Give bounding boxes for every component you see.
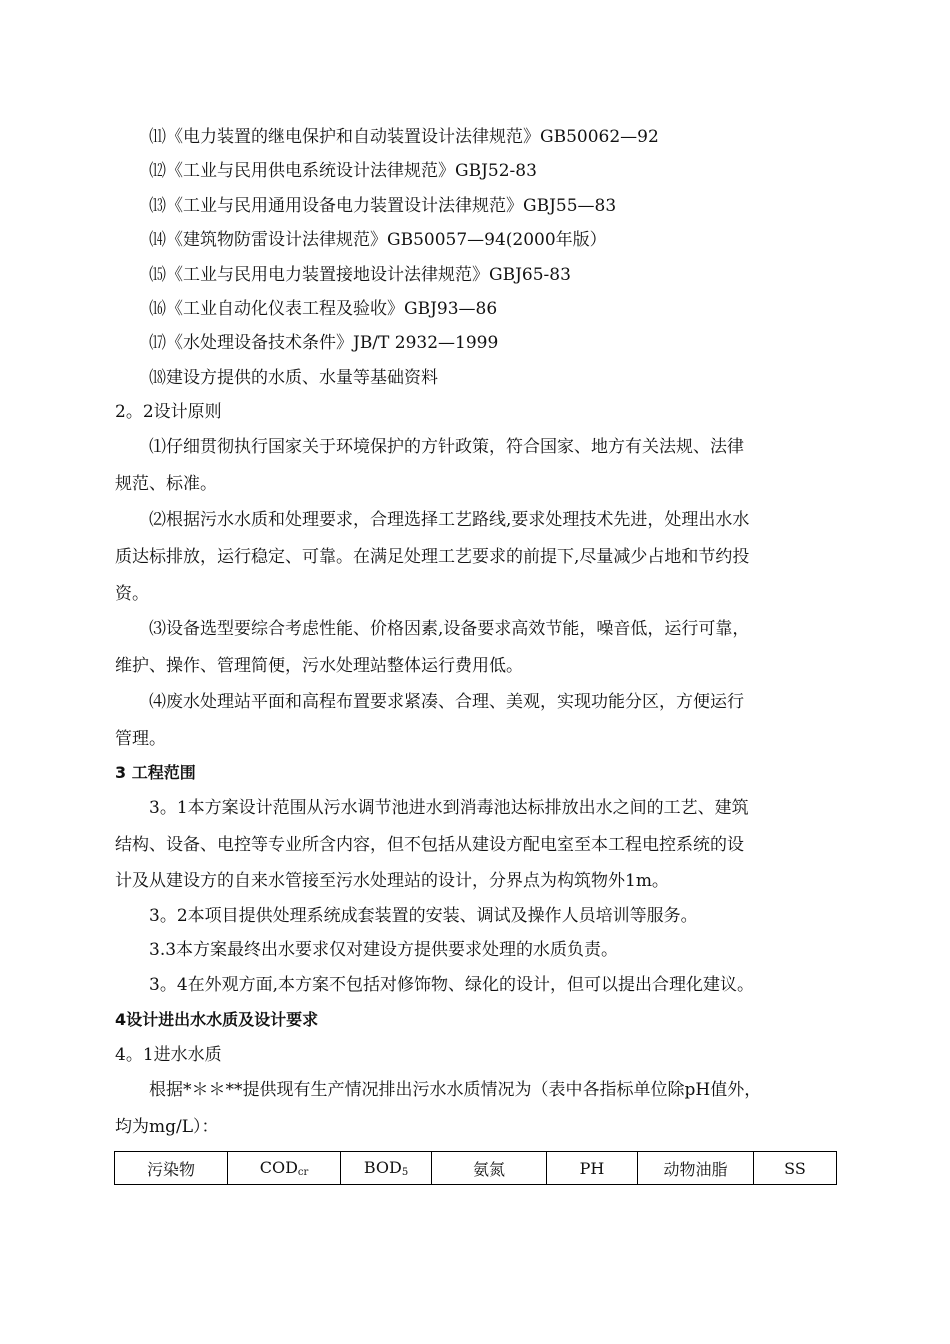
bod-label: BOD — [363, 1158, 402, 1177]
paragraph-line: 资。 — [115, 584, 149, 604]
section-heading: 2。2设计原则 — [115, 402, 222, 422]
water-quality-table — [114, 1151, 837, 1185]
paragraph-line: ⑷废水处理站平面和高程布置要求紧凑、合理、美观，实现功能分区，方便运行 — [149, 692, 744, 712]
paragraph-line: 3。4在外观方面,本方案不包括对修饰物、绿化的设计，但可以提出合理化建议。 — [149, 975, 755, 995]
paragraph-line: 维护、操作、管理简便，污水处理站整体运行费用低。 — [115, 656, 523, 676]
reference-item: ⒅建设方提供的水质、水量等基础资料 — [149, 368, 438, 388]
paragraph-line: 管理。 — [115, 729, 166, 749]
table-header-cell: 污染物 — [115, 1152, 228, 1185]
section-heading: 3 工程范围 — [115, 763, 196, 782]
paragraph-line: 均为mg/L）： — [115, 1117, 219, 1137]
reference-item: ⒂《工业与民用电力装置接地设计法律规范》GBJ65-83 — [149, 265, 571, 285]
paragraph-line: 3。2本项目提供处理系统成套装置的安装、调试及操作人员培训等服务。 — [149, 906, 698, 926]
paragraph-line: ⑵根据污水水质和处理要求，合理选择工艺路线,要求处理技术先进，处理出水水 — [149, 510, 750, 530]
table-header-cell: SS — [754, 1152, 837, 1185]
paragraph-line: 3。1本方案设计范围从污水调节池进水到消毒池达标排放出水之间的工艺、建筑 — [149, 798, 749, 818]
table-header-cell — [228, 1152, 341, 1185]
paragraph-line: 根据*＊＊**提供现有生产情况排出污水水质情况为（表中各指标单位除pH值外， — [149, 1080, 762, 1100]
paragraph-line: 质达标排放，运行稳定、可靠。在满足处理工艺要求的前提下,尽量减少占地和节约投 — [115, 547, 750, 567]
table-header-cell: 氨氮 — [432, 1152, 547, 1185]
table-row — [115, 1152, 837, 1185]
reference-item: ⒃《工业自动化仪表工程及验收》GBJ93—86 — [149, 299, 498, 319]
cod-subscript: cr — [297, 1167, 309, 1178]
reference-item: ⑿《工业与民用供电系统设计法律规范》GBJ52-83 — [149, 161, 537, 181]
paragraph-line: ⑶设备选型要综合考虑性能、价格因素,设备要求高效节能，噪音低，运行可靠， — [149, 619, 750, 639]
paragraph-line: 规范、标准。 — [115, 474, 217, 494]
table-header-cell — [341, 1152, 432, 1185]
sub-heading: 4。1进水水质 — [115, 1045, 222, 1065]
paragraph-line: 结构、设备、电控等专业所含内容，但不包括从建设方配电室至本工程电控系统的设 — [115, 835, 744, 855]
section-heading: 4设计进出水水质及设计要求 — [115, 1010, 319, 1029]
bod-subscript: 5 — [401, 1167, 409, 1178]
reference-item: ⒄《水处理设备技术条件》JB/T 2932—1999 — [149, 333, 499, 353]
table-header-cell: 动物油脂 — [638, 1152, 754, 1185]
paragraph-line: 3.3本方案最终出水要求仅对建设方提供要求处理的水质负责。 — [149, 940, 619, 960]
reference-item: ⒀《工业与民用通用设备电力装置设计法律规范》GBJ55—83 — [149, 196, 617, 216]
reference-item: ⑾《电力装置的继电保护和自动装置设计法律规范》GB50062—92 — [149, 127, 659, 147]
reference-item: ⒁《建筑物防雷设计法律规范》GB50057—94(2000年版） — [149, 230, 607, 250]
cod-label: COD — [259, 1158, 298, 1177]
paragraph-line: ⑴仔细贯彻执行国家关于环境保护的方针政策，符合国家、地方有关法规、法律 — [149, 437, 744, 457]
table-header-cell: PH — [547, 1152, 638, 1185]
paragraph-line: 计及从建设方的自来水管接至污水处理站的设计，分界点为构筑物外1m。 — [115, 871, 669, 891]
